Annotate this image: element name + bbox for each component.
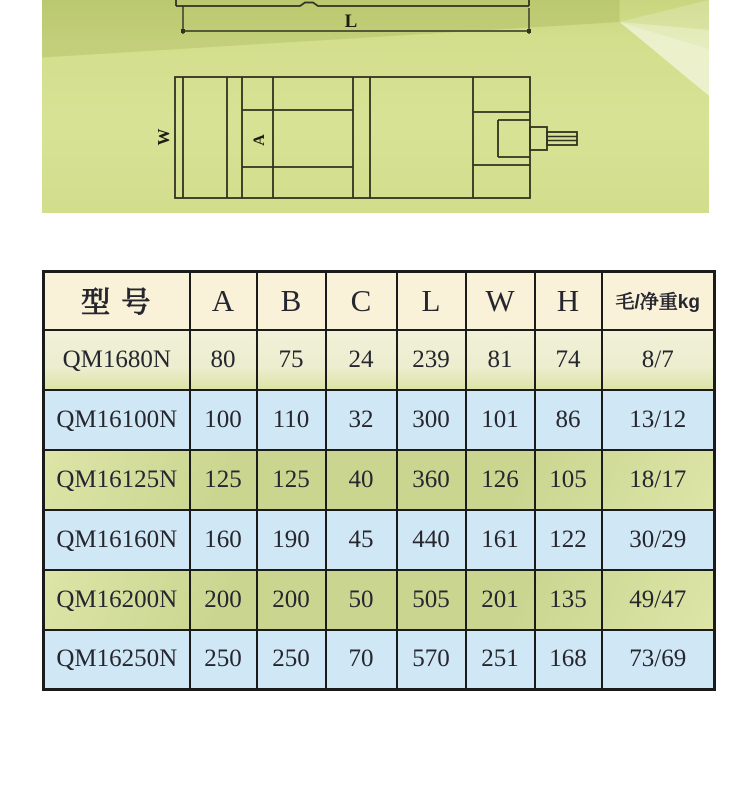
side-view-fragment [176,0,529,6]
model-cell: QM16125N [44,450,190,510]
weight-cell: 13/12 [602,390,715,450]
weight-cell: 8/7 [602,330,715,390]
value-cell-C: 50 [326,570,397,630]
value-cell-H: 168 [535,630,602,690]
value-cell-A: 200 [190,570,257,630]
value-cell-C: 45 [326,510,397,570]
header-L: L [397,272,466,330]
value-cell-B: 75 [257,330,326,390]
value-cell-L: 505 [397,570,466,630]
value-cell-B: 250 [257,630,326,690]
value-cell-L: 440 [397,510,466,570]
screw-shaft [530,127,547,150]
model-cell: QM16250N [44,630,190,690]
header-A: A [190,272,257,330]
value-cell-B: 190 [257,510,326,570]
value-cell-B: 125 [257,450,326,510]
value-cell-C: 70 [326,630,397,690]
header-C: C [326,272,397,330]
dim-label-W: W [154,128,173,146]
weight-cell: 73/69 [602,630,715,690]
value-cell-L: 360 [397,450,466,510]
value-cell-W: 251 [466,630,535,690]
header-W: W [466,272,535,330]
value-cell-L: 300 [397,390,466,450]
screw-end [547,132,577,145]
value-cell-C: 24 [326,330,397,390]
weight-cell: 18/17 [602,450,715,510]
spec-table [42,270,716,691]
value-cell-W: 81 [466,330,535,390]
value-cell-H: 135 [535,570,602,630]
value-cell-B: 110 [257,390,326,450]
top-view [175,77,577,198]
table-row [44,390,715,450]
value-cell-H: 86 [535,390,602,450]
value-cell-H: 105 [535,450,602,510]
value-cell-A: 250 [190,630,257,690]
weight-cell: 30/29 [602,510,715,570]
value-cell-A: 160 [190,510,257,570]
value-cell-A: 125 [190,450,257,510]
header-H: H [535,272,602,330]
table-row [44,330,715,390]
header-B: B [257,272,326,330]
dim-label-A: A [251,134,268,146]
value-cell-H: 74 [535,330,602,390]
value-cell-W: 101 [466,390,535,450]
value-cell-C: 40 [326,450,397,510]
header-weight: 毛/净重kg [602,272,715,330]
value-cell-L: 239 [397,330,466,390]
model-cell: QM16100N [44,390,190,450]
value-cell-B: 200 [257,570,326,630]
model-cell: QM1680N [44,330,190,390]
value-cell-H: 122 [535,510,602,570]
value-cell-L: 570 [397,630,466,690]
length-dimension [181,6,531,34]
value-cell-A: 80 [190,330,257,390]
table-row [44,570,715,630]
value-cell-W: 201 [466,570,535,630]
table-row [44,510,715,570]
dim-label-L: L [344,11,358,32]
table-header-row [44,272,715,330]
top-banner [42,0,709,213]
header-model: 型 号 [44,272,190,330]
value-cell-C: 32 [326,390,397,450]
value-cell-A: 100 [190,390,257,450]
vise-technical-drawing [42,0,709,213]
table-row [44,630,715,690]
value-cell-W: 161 [466,510,535,570]
value-cell-W: 126 [466,450,535,510]
model-cell: QM16200N [44,570,190,630]
model-cell: QM16160N [44,510,190,570]
table-row [44,450,715,510]
weight-cell: 49/47 [602,570,715,630]
